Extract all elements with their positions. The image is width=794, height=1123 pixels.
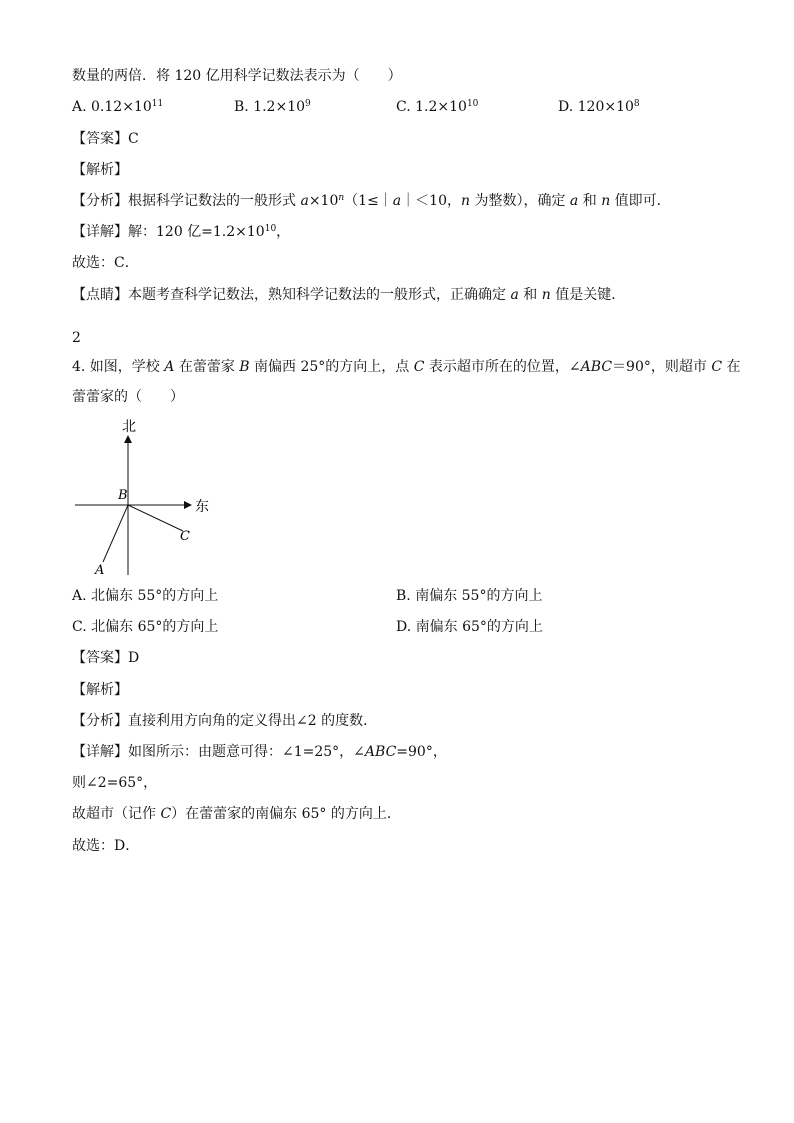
north-label: 北 (122, 419, 136, 435)
direction-diagram (70, 415, 220, 580)
east-label: 东 (195, 499, 209, 515)
q4-option-d: D. 南偏东 65°的方向上 (396, 619, 543, 635)
q4-conclusion: 故超市（记作 C）在蕾蕾家的南偏东 65° 的方向上． (72, 806, 401, 822)
q4-option-a: A. 北偏东 55°的方向上 (72, 588, 219, 604)
q4-stem-line2: 蕾蕾家的（ ） (72, 389, 184, 405)
q3-choose: 故选：C． (72, 255, 139, 271)
q4-answer: 【答案】D (72, 650, 140, 666)
q3-option-c: C. $1.2\times 10^{10}$ (396, 99, 479, 115)
q4-option-b: B. 南偏东 55°的方向上 (396, 588, 543, 604)
q4-stem-line1: 4. 如图，学校 A 在蕾蕾家 B 南偏西 25°的方向上，点 C 表示超市所在的位置，∠ABC＝90°，则超市 C 在 (72, 359, 741, 375)
q3-analysis-fenxi: 【分析】根据科学记数法的一般形式 $a\times 10^n(1\le|a|<10$，n 为整数），确定 a 和 n 值即可． (72, 193, 671, 209)
ray-ba (103, 505, 128, 562)
ray-bc (128, 505, 183, 531)
q4-analysis-fenxi: 【分析】直接利用方向角的定义得出∠2 的度数． (72, 713, 378, 729)
q3-stem-tail: 数量的两倍．将 120 亿用科学记数法表示为（ ） (72, 68, 402, 84)
q3-option-b: B. $1.2\times 10^9$ (234, 99, 311, 115)
point-a-label: A (95, 563, 105, 578)
q3-detail: 【详解】解：120 亿$=1.2\times 10^{10}$， (72, 224, 291, 240)
q3-option-a: A. $0.12\times 10^{11}$ (72, 99, 164, 115)
q4-analysis-heading: 【解析】 (72, 682, 128, 698)
q4-then: 则∠2=65°， (72, 775, 158, 791)
stray-number: 2 (72, 330, 81, 346)
q4-detail: 【详解】如图所示：由题意可得：∠1=25°，∠ABC=90°， (72, 744, 447, 760)
q3-comment: 【点睛】本题考查科学记数法，熟知科学记数法的一般形式，正确确定 a 和 n 值是关键． (72, 287, 626, 303)
q3-option-d: D. $120\times 10^8$ (558, 99, 640, 115)
q4-option-c: C. 北偏东 65°的方向上 (72, 619, 219, 635)
q3-answer: 【答案】C (72, 131, 139, 147)
point-c-label: C (180, 529, 190, 544)
q4-choose: 故选：D． (72, 838, 140, 854)
q3-analysis-heading: 【解析】 (72, 162, 128, 178)
point-b-label: B (118, 488, 128, 503)
